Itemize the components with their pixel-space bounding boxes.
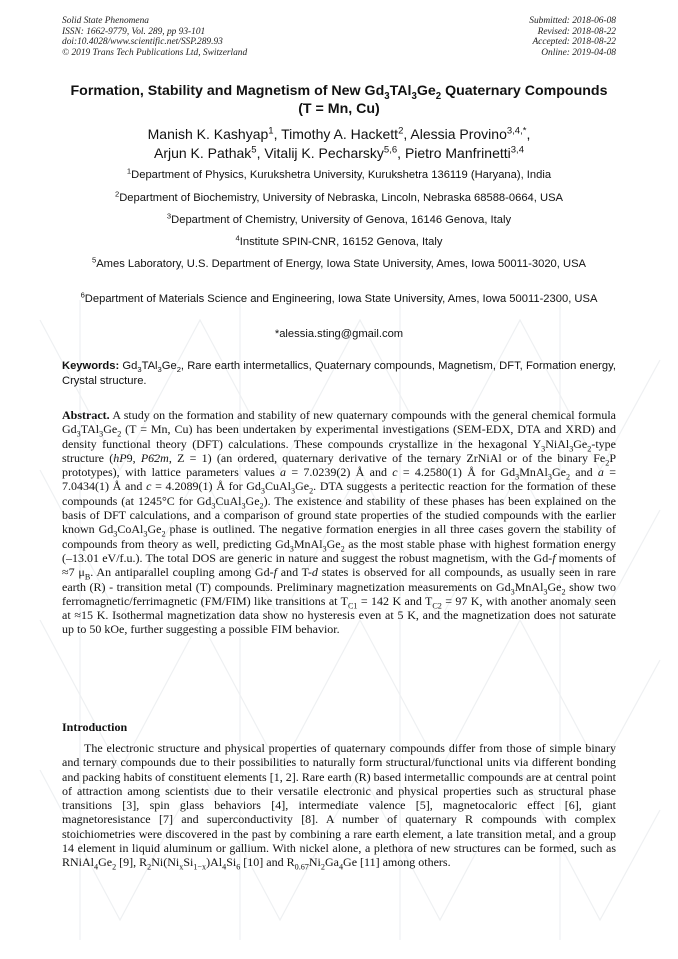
intro-text: Ni	[308, 855, 321, 870]
abstract-text: NiAl	[545, 436, 570, 451]
accepted-date: Accepted: 2018-08-22	[532, 37, 616, 48]
sub: 2	[147, 862, 152, 872]
sub: 4	[94, 862, 99, 872]
author-name: Arjun K. Pathak	[153, 145, 252, 161]
sub: 3	[289, 544, 294, 554]
space-group: 6̄2m	[148, 450, 169, 465]
title-sub: 3	[411, 90, 417, 102]
formula-part: Ge	[161, 360, 177, 372]
author-sep: ,	[256, 145, 265, 161]
affil-sup: 3	[166, 211, 172, 221]
online-date: Online: 2019-04-08	[541, 47, 616, 58]
abstract-text: 9,	[126, 450, 141, 465]
sub: B	[84, 572, 91, 582]
sub: 3	[547, 472, 552, 482]
abstract-text: = 7.0434(1) Å and	[62, 465, 616, 494]
intro-text: )Al	[206, 855, 223, 870]
sub: 2	[340, 544, 345, 554]
affil-sup: 5	[91, 255, 97, 265]
abstract-text: . An antiparallel coupling among Gd-	[90, 565, 274, 580]
sub: 3	[260, 486, 265, 496]
affiliation-3	[62, 213, 616, 227]
abstract-text: Ge	[103, 422, 118, 437]
abstract-text: Ge	[551, 465, 566, 480]
author-affil-sup: 3,4,*	[506, 125, 527, 137]
sub: 3	[291, 486, 296, 496]
sub: 3	[99, 429, 104, 439]
affiliation-1	[62, 168, 616, 182]
abstract-text: Ge	[295, 479, 310, 494]
abstract-text: states is observed for all compounds, as usually seen in rare earth (R) - transition metal (T) compounds. Preliminary magnetization measurements on Gd	[62, 565, 616, 594]
title-text: TAl	[389, 83, 412, 99]
introduction-paragraph	[62, 741, 616, 870]
sub: 3	[543, 586, 548, 596]
affil-sup: 2	[114, 189, 120, 199]
sub: 3	[515, 472, 520, 482]
introduction-heading: Introduction	[62, 720, 128, 734]
abstract-text: phase is outlined. The negative formation energies in all three cases govern the stability of compounds from theory as well, predicting Gd	[62, 522, 616, 551]
keywords-text: , Rare earth intermetallics, Quaternary compounds, Magnetism, DFT, Formation energy, Crystal structure.	[62, 360, 616, 387]
affil-text: Institute SPIN-CNR, 16152 Genova, Italy	[239, 236, 443, 248]
abstract-text: CuAl	[265, 479, 292, 494]
author-affil-sup: 1	[268, 125, 274, 137]
abstract-text: A study on the formation and stability of new quaternary compounds with the general chemical formula Gd	[62, 408, 616, 437]
affil-text: Department of Physics, Kurukshetra University, Kurukshetra 136119 (Haryana), India	[131, 169, 552, 181]
abstract-text: CuAl	[215, 493, 242, 508]
sub: 2	[161, 529, 166, 539]
dates-info	[529, 16, 616, 58]
abstract-text: TAl	[80, 422, 100, 437]
author-name: Alessia Provino	[410, 126, 507, 142]
author-name: Timothy A. Hackett	[281, 126, 399, 142]
formula-part: Gd	[122, 360, 138, 372]
author-sep: ,	[397, 145, 405, 161]
abstract-text: (T = Mn, Cu) has been undertaken by experimental investigations (SEM-EDX, DTA and XRD) and density functional theory (DFT) calculations. These compounds crystallize in the hexagonal Y	[62, 422, 616, 451]
abstract-text: = 97 K, with another anomaly seen at ≈15 K. Isothermal magnetization data show no hysteresis even at 5 K, and the magnetization does not saturate up to 50 kOe, further suggesting a possible FIM behavior.	[62, 593, 616, 637]
orbital-d: d	[311, 565, 318, 580]
abstract-text: ). The existence and stability of these phases has been explained on the basis of DFT calculations, and a comparison of ground state properties of the studied compounds with the earlier known Gd	[62, 493, 616, 537]
abstract-text: and	[570, 465, 598, 480]
affiliation-6	[62, 292, 616, 306]
lattice-c: c	[392, 465, 398, 480]
pearson-symbol: hP	[113, 450, 127, 465]
abstract-text: -type structure (	[62, 436, 616, 465]
abstract-text: = 4.2089(1) Å for Gd	[151, 479, 261, 494]
abstract-text: Ge	[326, 536, 341, 551]
sub: 3	[143, 529, 148, 539]
intro-text: Ge [11] among others.	[343, 855, 451, 870]
sub: 3	[241, 501, 246, 511]
author-sep: ,	[403, 126, 411, 142]
sub: 2	[320, 862, 325, 872]
abstract-text: show two ferromagnetic/ferrimagnetic (FM/FIM) like transitions at T	[62, 579, 617, 608]
abstract-text: MnAl	[519, 465, 548, 480]
sub: 3	[322, 544, 327, 554]
sub: x	[179, 862, 184, 872]
intro-text: The electronic structure and physical properties of quaternary compounds differ from those of simple binary and ternary compounds due to their possibilities to naturally form structural/functional units via different bonding and packing habits of constituent elements [1, 2]. Rare earth (R) based intermetallic compounds are at central point of attraction among scientists due to their versatile electronic and physical properties such as structural phase transitions [3], spin glass behaviors [4], intermediate valence [5], magnetocaloric effect [6], giant magnetoresistance [7] and superconductivity [8]. A number of quaternary R compounds with complex stoichiometries were discovered in the past by combining a rare earth element, a late transition metal, and a group 14 element in liquid aluminum or gallium. With nickel alone, a plethora of new structures can be formed, such as RNiAl	[62, 741, 616, 870]
affiliation-5	[62, 257, 616, 271]
intro-text: [10] and R	[240, 855, 295, 870]
sub: 3	[76, 429, 81, 439]
affil-sup: 6	[80, 290, 85, 300]
abstract-text: Ge	[573, 436, 588, 451]
sub: C2	[432, 601, 442, 611]
title-text: Formation, Stability and Magnetism of New Gd	[70, 83, 385, 99]
title-text: Quaternary Compounds (T = Mn, Cu)	[298, 83, 608, 117]
sub: 1−x	[193, 862, 207, 872]
formula-sub: 3	[137, 365, 142, 375]
author-affil-sup: 5,6	[383, 144, 398, 156]
title-text: Ge	[416, 83, 436, 99]
author-name: Vitalij K. Pecharsky	[264, 145, 384, 161]
journal-name: Solid State Phenomena	[62, 16, 149, 26]
abstract-text: moments of ≈7 μ	[62, 550, 616, 580]
abstract-text: MnAl	[293, 536, 323, 551]
abstract-text: = 142 K and T	[357, 593, 433, 608]
sub: 4	[338, 862, 344, 872]
sub: 2	[561, 586, 566, 596]
orbital-f: f	[552, 550, 556, 565]
affiliation-4	[62, 235, 616, 249]
sub: 6	[236, 862, 241, 872]
abstract-text: as the most stable phase with highest formation energy (–13.01 eV/f.u.). The total DOS are generic in nature and suggest the robust magnetism, with the Gd-	[62, 536, 616, 565]
abstract-text: P prototypes), with lattice parameters values	[62, 450, 616, 480]
sub: 3	[569, 443, 574, 453]
space-group: P	[140, 450, 149, 465]
doi-line: doi:10.4028/www.scientific.net/SSP.289.93	[62, 37, 223, 48]
abstract-text: = 4.2580(1) Å for Gd	[397, 465, 516, 480]
affil-text: Department of Materials Science and Engineering, Iowa State University, Ames, Iowa 50011-2300, USA	[84, 293, 598, 305]
corresponding-email[interactable]: *alessia.sting@gmail.com	[274, 328, 404, 340]
sub: C1	[347, 601, 358, 611]
sub: 3	[211, 501, 216, 511]
title-sub: 3	[384, 90, 390, 102]
intro-text: Si	[226, 855, 237, 870]
sub: 4	[222, 862, 227, 872]
abstract-text: Ge	[147, 522, 162, 537]
abstract-text: , Z = 1) (an ordered, quaternary derivative of the ternary ZrNiAl or of the binary Fe	[168, 450, 606, 465]
affil-sup: 4	[235, 233, 240, 243]
author-affil-sup: 5	[251, 144, 257, 156]
title-sub: 2	[435, 90, 442, 102]
author-sep: ,	[526, 126, 531, 142]
paper-title	[70, 82, 608, 118]
abstract-label: Abstract.	[62, 408, 110, 422]
sub: 2	[112, 862, 117, 872]
abstract-text: CoAl	[117, 522, 144, 537]
sub: 3	[541, 443, 546, 453]
intro-text: [9], R	[116, 855, 148, 870]
copyright-line: © 2019 Trans Tech Publications Ltd, Switzerland	[62, 47, 248, 58]
intro-text: Ga	[324, 855, 339, 870]
formula-part: TAl	[141, 360, 158, 372]
orbital-f: f	[273, 565, 277, 580]
abstract-text: = 7.0239(2) Å and	[286, 465, 393, 480]
author-name: Manish K. Kashyap	[147, 126, 269, 142]
affil-text: Ames Laboratory, U.S. Department of Energy, Iowa State University, Ames, Iowa 50011-3020, USA	[96, 258, 587, 270]
abstract-text: . DTA suggests a peritectic reaction for the formation of these compounds (at 1245°C for Gd	[62, 479, 616, 508]
sub: 3	[510, 586, 515, 596]
author-list	[70, 125, 608, 163]
formula-sub: 2	[176, 365, 181, 375]
author-affil-sup: 2	[398, 125, 404, 137]
intro-text: Ge	[98, 855, 113, 870]
keywords-block	[62, 359, 616, 388]
formula-sub: 3	[157, 365, 162, 375]
affiliation-2	[62, 191, 616, 205]
issn-line: ISSN: 1662-9779, Vol. 289, pp 93-101	[62, 26, 206, 37]
intro-text: Si	[183, 855, 194, 870]
journal-info	[62, 16, 247, 58]
sub: 0.67	[294, 862, 309, 872]
lattice-a: a	[597, 465, 604, 480]
author-affil-sup: 3,4	[510, 144, 524, 156]
sub: 2	[605, 458, 610, 468]
submitted-date: Submitted: 2018-06-08	[529, 16, 616, 26]
sub: 2	[587, 443, 592, 453]
author-sep: ,	[273, 126, 282, 142]
sub: 2	[565, 472, 571, 482]
affil-sup: 1	[126, 166, 132, 176]
affil-text: Department of Biochemistry, University of Nebraska, Lincoln, Nebraska 68588-0664, USA	[119, 192, 563, 204]
sub: 3	[113, 529, 118, 539]
affil-text: Department of Chemistry, University of Genova, 16146 Genova, Italy	[171, 214, 512, 226]
abstract-text: Ge	[547, 579, 562, 594]
intro-text: Ni(Ni	[151, 855, 180, 870]
abstract-text: and T-	[276, 565, 312, 580]
revised-date: Revised: 2018-08-22	[537, 26, 616, 37]
sub: 2	[309, 486, 314, 496]
author-name: Pietro Manfrinetti	[404, 145, 511, 161]
abstract-paragraph	[62, 408, 616, 637]
abstract-text: Ge	[245, 493, 260, 508]
lattice-a: a	[280, 465, 287, 480]
lattice-c: c	[146, 479, 152, 494]
sub: 2	[117, 429, 122, 439]
abstract-text: MnAl	[514, 579, 544, 594]
keywords-label: Keywords:	[62, 360, 120, 372]
sub: 2	[259, 501, 264, 511]
